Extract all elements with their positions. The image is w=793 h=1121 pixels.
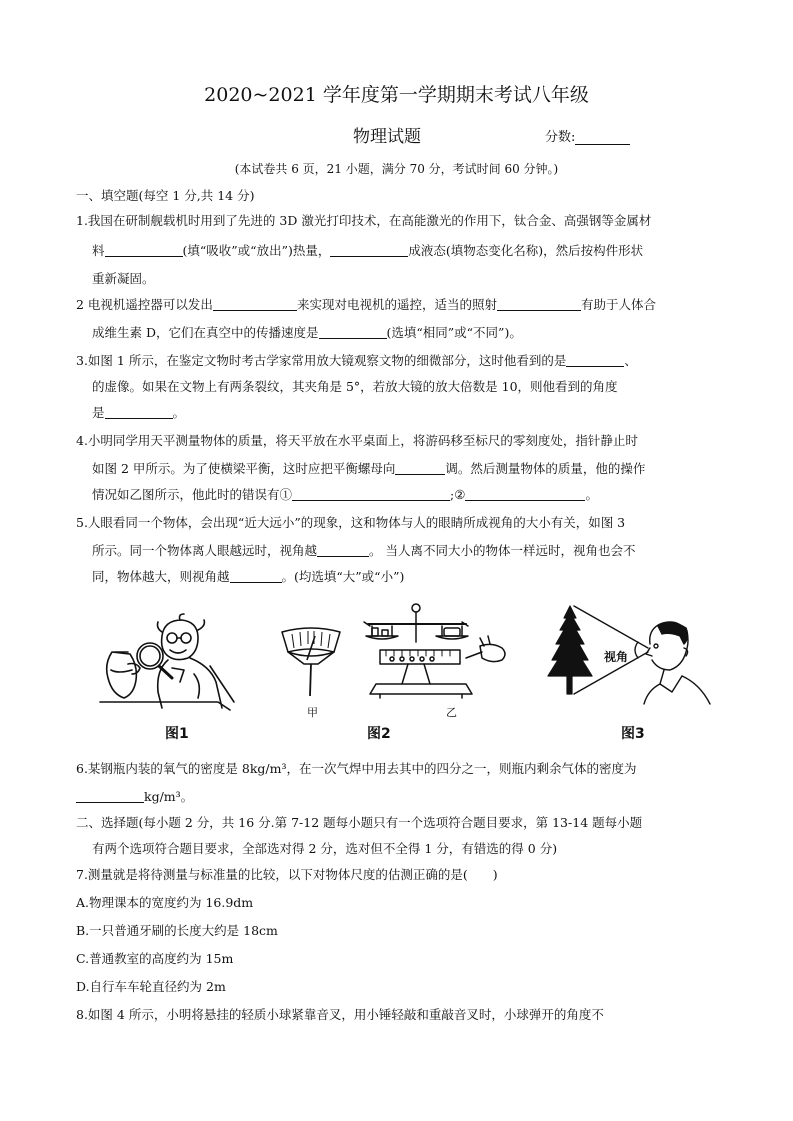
- q1-blank-1: [105, 242, 183, 257]
- q2-blank-3: [319, 324, 387, 339]
- q2-blank-2: [497, 296, 581, 311]
- figure2-yi-balance: [362, 602, 512, 702]
- exam-subject: 物理试题: [353, 127, 421, 147]
- exam-title: 2020~2021 学年度第一学期期末考试八年级: [204, 84, 589, 106]
- q3-text-a2: 、: [624, 353, 637, 368]
- q2-text-a2: 来实现对电视机的遥控，适当的照射: [296, 297, 497, 312]
- q4-text-c3: 。: [585, 487, 598, 502]
- q5-blank-1: [317, 542, 369, 557]
- q3-text-c2: 。: [172, 405, 186, 420]
- q4-text-c1: 情况如乙图所示，他此时的错误有①: [92, 487, 293, 502]
- q1-text-b2: (填“吸收”或“放出”)热量，: [182, 243, 331, 258]
- q2-text-a1: 2 电视机遥控器可以发出: [76, 297, 213, 312]
- section1-heading: 一、填空题(每空 1 分,共 14 分): [76, 188, 255, 203]
- q4-blank-1: [395, 460, 445, 475]
- q6-blank-1: [76, 788, 144, 803]
- q7-option-d: D.自行车车轮直径约为 2m: [76, 979, 226, 994]
- figure2-jia-label: 甲: [307, 706, 318, 719]
- figure1-illustration: [98, 612, 238, 712]
- q4-text-b1: 如图 2 甲所示。为了使横梁平衡，这时应把平衡螺母向: [92, 461, 396, 476]
- q3-text-c1: 是: [92, 405, 105, 420]
- score-blank: [575, 130, 630, 145]
- q6-line-b: [76, 784, 193, 810]
- q4-blank-2: [292, 486, 450, 501]
- q3-blank-1: [566, 352, 624, 367]
- q6-line-a: 6.某钢瓶内装的氧气的密度是 8kg/m³，在一次气焊中用去其中的四分之一，则瓶内剩余气体的密度为: [76, 761, 637, 776]
- q5-line-c: [92, 564, 404, 590]
- q5-line-b: [92, 538, 636, 564]
- q4-line-c: [92, 482, 598, 508]
- q1-text-b3: 成液态(填物态变化名称)，然后按构件形状: [408, 243, 644, 258]
- score-field: [545, 126, 630, 145]
- q7-stem: 7.测量就是将待测量与标准量的比较，以下对物体尺度的估测正确的是( ): [76, 867, 498, 882]
- figure2-jia-pointer: [278, 626, 344, 696]
- q1-blank-2: [330, 242, 408, 257]
- q7-option-a: A.物理课本的宽度约为 16.9dm: [76, 895, 254, 910]
- figure3-caption: 图3: [621, 726, 645, 742]
- section2-heading-b: 有两个选项符合题目要求，全部选对得 2 分，选对但不全得 1 分，有错选的得 0 分): [92, 841, 558, 856]
- q5-text-b2: 。 当人离不同大小的物体一样远时，视角也会不: [369, 543, 636, 558]
- q5-text-c2: 。(均选填“大”或“小”): [281, 569, 405, 584]
- figure1-caption: 图1: [165, 726, 189, 742]
- q4-line-b: [92, 456, 645, 482]
- figure2-yi-label: 乙: [446, 706, 457, 719]
- q3-blank-2: [105, 404, 173, 419]
- q1-text-b1: 料: [92, 243, 105, 258]
- q1-line-b: [92, 238, 643, 264]
- q2-blank-1: [213, 296, 297, 311]
- q4-text-c2: ;②: [450, 487, 466, 502]
- q2-line-a: [76, 292, 656, 318]
- q4-blank-3: [465, 486, 585, 501]
- score-label: 分数:: [545, 130, 576, 145]
- q1-line-c: 重新凝固。: [92, 271, 155, 286]
- figure3-view-angle-label: 视角: [604, 650, 629, 664]
- q5-blank-2: [230, 568, 282, 583]
- q8-stem: 8.如图 4 所示，小明将悬挂的轻质小球紧靠音叉，用小锤轻敲和重敲音叉时，小球弹开的角度不: [76, 1007, 604, 1022]
- section2-heading-a: 二、选择题(每小题 2 分，共 16 分.第 7-12 题每小题只有一个选项符合题目要求，第 13-14 题每小题: [76, 815, 643, 830]
- q7-option-b: B.一只普通牙刷的长度大约是 18cm: [76, 923, 278, 938]
- q5-line-a: 5.人眼看同一个物体，会出现“近大远小”的现象，这和物体与人的眼睛所成视角的大小有关，如图 3: [76, 515, 626, 530]
- figure3-view-angle: [540, 604, 720, 704]
- q2-text-b1: 成维生素 D，它们在真空中的传播速度是: [92, 325, 319, 340]
- q7-option-c: C.普通教室的高度约为 15m: [76, 951, 234, 966]
- q4-line-a: 4.小明同学用天平测量物体的质量，将天平放在水平桌面上，将游码移至标尺的零刻度处，指针静止时: [76, 433, 638, 448]
- q2-text-b2: (选填“相同”或“不同”)。: [386, 325, 522, 340]
- figure2-caption: 图2: [367, 726, 391, 742]
- q6-text-b: kg/m³。: [144, 789, 194, 804]
- q4-text-b2: 调。然后测量物体的质量，他的操作: [445, 461, 646, 476]
- q3-text-a1: 3.如图 1 所示，在鉴定文物时考古学家常用放大镜观察文物的细微部分，这时他看到的是: [76, 353, 567, 368]
- q1-line-a: 1.我国在研制舰载机时用到了先进的 3D 激光打印技术，在高能激光的作用下，钛合金、高强钢等金属材: [76, 213, 652, 228]
- q2-line-b: [92, 320, 522, 346]
- exam-note: (本试卷共 6 页，21 小题，满分 70 分，考试时间 60 分钟。): [234, 162, 559, 176]
- q3-line-b: 的虚像。如果在文物上有两条裂纹，其夹角是 5°，若放大镜的放大倍数是 10，则他看到的角度: [92, 379, 618, 394]
- q2-text-a3: 有助于人体合: [580, 297, 656, 312]
- q3-line-c: [92, 400, 185, 426]
- q5-text-c1: 同，物体越大，则视角越: [92, 569, 230, 584]
- q3-line-a: [76, 348, 637, 374]
- q5-text-b1: 所示。同一个物体离人眼越远时，视角越: [92, 543, 318, 558]
